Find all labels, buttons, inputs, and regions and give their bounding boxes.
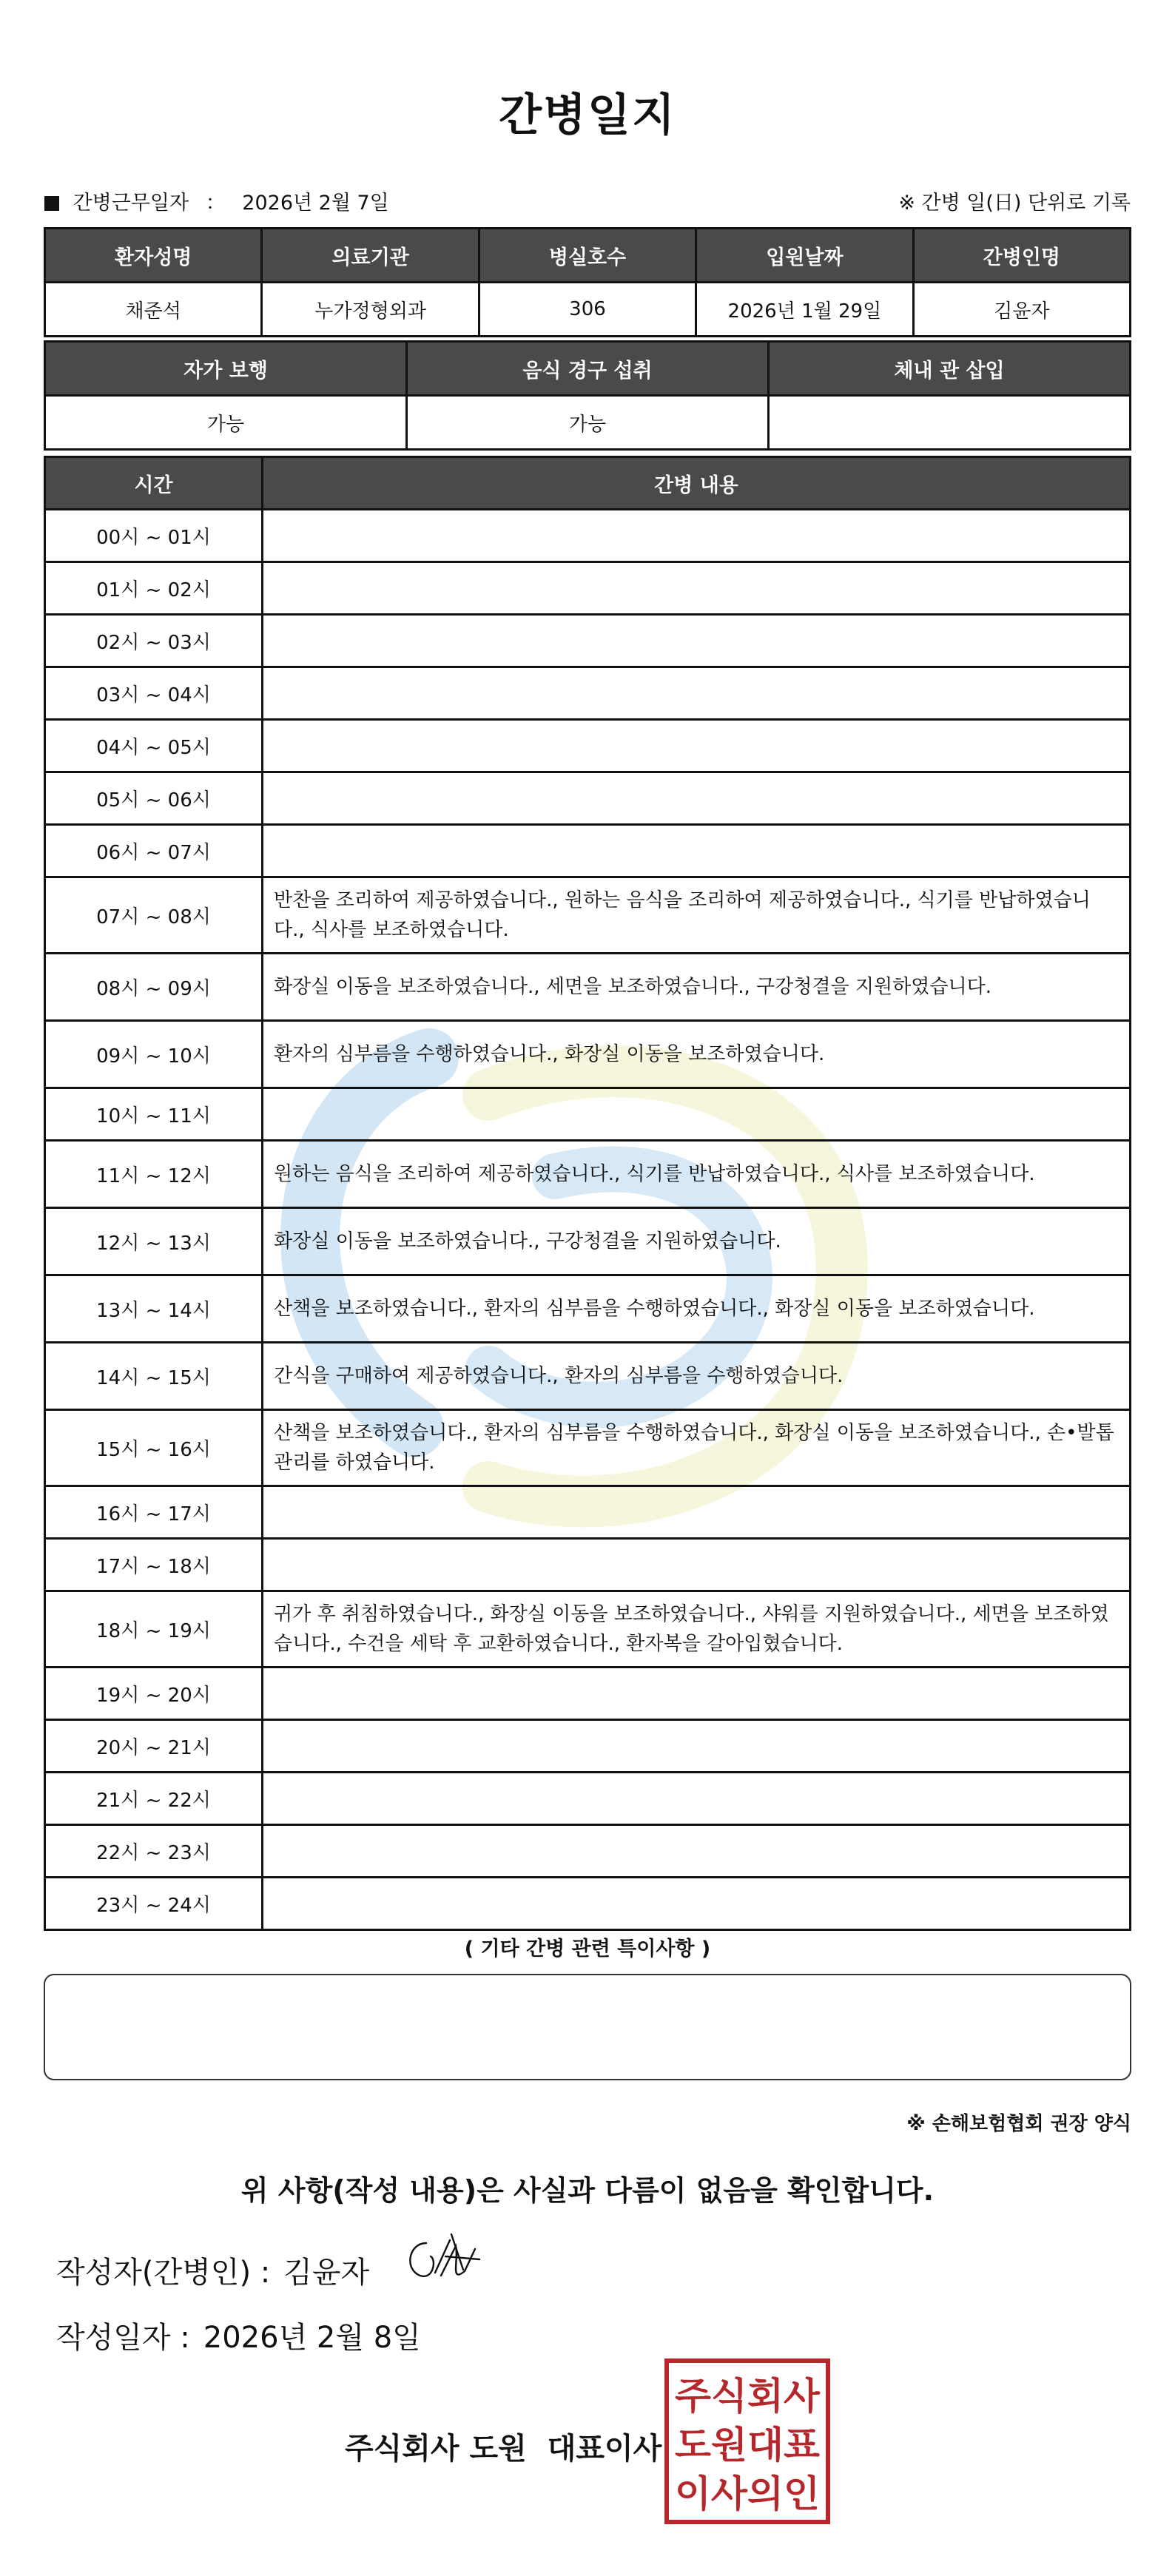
- log-time: 20시 ~ 21시: [45, 1720, 263, 1773]
- log-content: [263, 1773, 1131, 1825]
- log-content: 원하는 음식을 조리하여 제공하였습니다., 식기를 반납하였습니다., 식사를 보조하였습니다.: [263, 1141, 1131, 1208]
- header-care-content: 간병 내용: [263, 457, 1131, 510]
- work-date: [44, 186, 389, 215]
- company-line: [345, 2425, 661, 2467]
- log-content: [263, 1486, 1131, 1539]
- daily-record-note: ※ 간병 일(日) 단위로 기록: [898, 192, 1131, 215]
- log-content: [263, 1720, 1131, 1773]
- log-content: 귀가 후 취침하였습니다., 화장실 이동을 보조하였습니다., 샤워를 지원하였습니다., 세면을 보조하였습니다., 수건을 세탁 후 교환하였습니다., 환자복을 갈아입혔습니다.: [263, 1591, 1131, 1668]
- log-content: [263, 1539, 1131, 1591]
- writer-label: 작성자(간병인) :: [56, 2256, 271, 2290]
- table-row: [45, 667, 1131, 720]
- table-row: [45, 1825, 1131, 1878]
- log-time: 19시 ~ 20시: [45, 1668, 263, 1720]
- oral-intake-value: 가능: [407, 396, 769, 450]
- log-content: [263, 510, 1131, 562]
- table-row: [45, 825, 1131, 877]
- tube-insertion-value: [769, 396, 1131, 450]
- log-time: 13시 ~ 14시: [45, 1275, 263, 1343]
- table-row: [45, 1720, 1131, 1773]
- patient-status-table: [44, 340, 1131, 451]
- log-time: 02시 ~ 03시: [45, 615, 263, 667]
- log-body: [45, 510, 1131, 1930]
- patient-name: 채준석: [45, 283, 262, 337]
- table-row: [45, 1773, 1131, 1825]
- written-date-label: 작성일자 :: [56, 2321, 190, 2355]
- company-role: 대표이사: [547, 2432, 662, 2466]
- log-time: 08시 ~ 09시: [45, 954, 263, 1021]
- log-content: 화장실 이동을 보조하였습니다., 세면을 보조하였습니다., 구강청결을 지원하였습니다.: [263, 954, 1131, 1021]
- log-content: 산책을 보조하였습니다., 환자의 심부름을 수행하였습니다., 화장실 이동을 보조하였습니다.: [263, 1275, 1131, 1343]
- caregiver-name: 김윤자: [913, 283, 1130, 337]
- log-time: 21시 ~ 22시: [45, 1773, 263, 1825]
- header-time: 시간: [45, 457, 263, 510]
- log-content: [263, 1668, 1131, 1720]
- header-caregiver-name: 간병인명: [913, 229, 1130, 283]
- table-row: [45, 954, 1131, 1021]
- table-row: [45, 1275, 1131, 1343]
- log-time: 17시 ~ 18시: [45, 1539, 263, 1591]
- table-row: [45, 510, 1131, 562]
- room-number: 306: [479, 283, 696, 337]
- table-row: [45, 1486, 1131, 1539]
- patient-value-row: [45, 283, 1131, 337]
- log-content: [263, 667, 1131, 720]
- status-header-row: [45, 342, 1131, 396]
- writer-line: [56, 2249, 369, 2291]
- work-date-sep: ：: [205, 192, 226, 215]
- log-time: 06시 ~ 07시: [45, 825, 263, 877]
- table-row: [45, 1410, 1131, 1486]
- written-date-line: [56, 2314, 421, 2356]
- log-time: 03시 ~ 04시: [45, 667, 263, 720]
- header-room-number: 병실호수: [479, 229, 696, 283]
- log-time: 14시 ~ 15시: [45, 1343, 263, 1410]
- log-time: 22시 ~ 23시: [45, 1825, 263, 1878]
- log-content: [263, 1878, 1131, 1930]
- table-row: [45, 877, 1131, 954]
- work-date-value: 2026년 2월 7일: [242, 192, 389, 215]
- care-log-table: [44, 456, 1131, 1931]
- seal-line-3: 이사의인: [675, 2472, 820, 2515]
- writer-name: 김윤자: [283, 2256, 370, 2290]
- log-content: 간식을 구매하여 제공하였습니다., 환자의 심부름을 수행하였습니다.: [263, 1343, 1131, 1410]
- confirmation-statement: 위 사항(작성 내용)은 사실과 다름이 없음을 확인합니다.: [240, 2174, 935, 2207]
- table-row: [45, 1141, 1131, 1208]
- table-row: [45, 1539, 1131, 1591]
- self-walking-value: 가능: [45, 396, 407, 450]
- work-date-label: 간병근무일자: [73, 192, 189, 215]
- table-row: [45, 772, 1131, 825]
- log-content: [263, 772, 1131, 825]
- log-time: 07시 ~ 08시: [45, 877, 263, 954]
- hospital-name: 누가정형외과: [262, 283, 479, 337]
- seal-graphic: [669, 2363, 826, 2520]
- seal-line-1: 주식회사: [675, 2375, 821, 2418]
- log-time: 12시 ~ 13시: [45, 1208, 263, 1275]
- log-content: [263, 1825, 1131, 1878]
- table-row: [45, 1591, 1131, 1668]
- work-date-row: [44, 186, 1131, 216]
- table-row: [45, 720, 1131, 772]
- log-header-row: [45, 457, 1131, 510]
- log-time: 18시 ~ 19시: [45, 1591, 263, 1668]
- admission-date: 2026년 1월 29일: [696, 283, 913, 337]
- header-self-walking: 자가 보행: [45, 342, 407, 396]
- table-row: [45, 1088, 1131, 1141]
- company-name: 주식회사 도원: [345, 2432, 527, 2466]
- log-content: 반찬을 조리하여 제공하였습니다., 원하는 음식을 조리하여 제공하였습니다., 식기를 반납하였습니다., 식사를 보조하였습니다.: [263, 877, 1131, 954]
- header-admission-date: 입원날짜: [696, 229, 913, 283]
- page-title: 간병일지: [499, 90, 676, 141]
- log-content: 환자의 심부름을 수행하였습니다., 화장실 이동을 보조하였습니다.: [263, 1021, 1131, 1088]
- log-time: 00시 ~ 01시: [45, 510, 263, 562]
- table-row: [45, 1021, 1131, 1088]
- table-row: [45, 1878, 1131, 1930]
- header-oral-intake: 음식 경구 섭취: [407, 342, 769, 396]
- header-hospital: 의료기관: [262, 229, 479, 283]
- log-content: [263, 615, 1131, 667]
- table-row: [45, 615, 1131, 667]
- patient-info-table: [44, 227, 1131, 337]
- log-time: 15시 ~ 16시: [45, 1410, 263, 1486]
- table-row: [45, 1208, 1131, 1275]
- log-content: 화장실 이동을 보조하였습니다., 구강청결을 지원하였습니다.: [263, 1208, 1131, 1275]
- log-time: 16시 ~ 17시: [45, 1486, 263, 1539]
- written-date-value: 2026년 2월 8일: [203, 2321, 421, 2355]
- recommended-form-note: ※ 손해보험협회 권장 양식: [906, 2113, 1131, 2135]
- log-time: 11시 ~ 12시: [45, 1141, 263, 1208]
- log-content: [263, 562, 1131, 615]
- log-time: 05시 ~ 06시: [45, 772, 263, 825]
- log-content: 산책을 보조하였습니다., 환자의 심부름을 수행하였습니다., 화장실 이동을 보조하였습니다., 손•발톱 관리를 하였습니다.: [263, 1410, 1131, 1486]
- header-tube-insertion: 체내 관 삽입: [769, 342, 1131, 396]
- log-time: 23시 ~ 24시: [45, 1878, 263, 1930]
- table-row: [45, 562, 1131, 615]
- handwritten-signature: [398, 2227, 487, 2298]
- header-patient-name: 환자성명: [45, 229, 262, 283]
- log-content: [263, 1088, 1131, 1141]
- special-notes-title: ( 기타 간병 관련 특이사항 ): [464, 1938, 711, 1960]
- log-time: 10시 ~ 11시: [45, 1088, 263, 1141]
- log-content: [263, 720, 1131, 772]
- square-bullet-icon: [44, 196, 59, 211]
- company-seal: [664, 2358, 830, 2524]
- table-row: [45, 1668, 1131, 1720]
- log-time: 04시 ~ 05시: [45, 720, 263, 772]
- log-time: 09시 ~ 10시: [45, 1021, 263, 1088]
- log-content: [263, 825, 1131, 877]
- status-value-row: [45, 396, 1131, 450]
- patient-header-row: [45, 229, 1131, 283]
- special-notes-box: [44, 1974, 1131, 2080]
- table-row: [45, 1343, 1131, 1410]
- log-time: 01시 ~ 02시: [45, 562, 263, 615]
- seal-line-2: 도원대표: [675, 2424, 821, 2467]
